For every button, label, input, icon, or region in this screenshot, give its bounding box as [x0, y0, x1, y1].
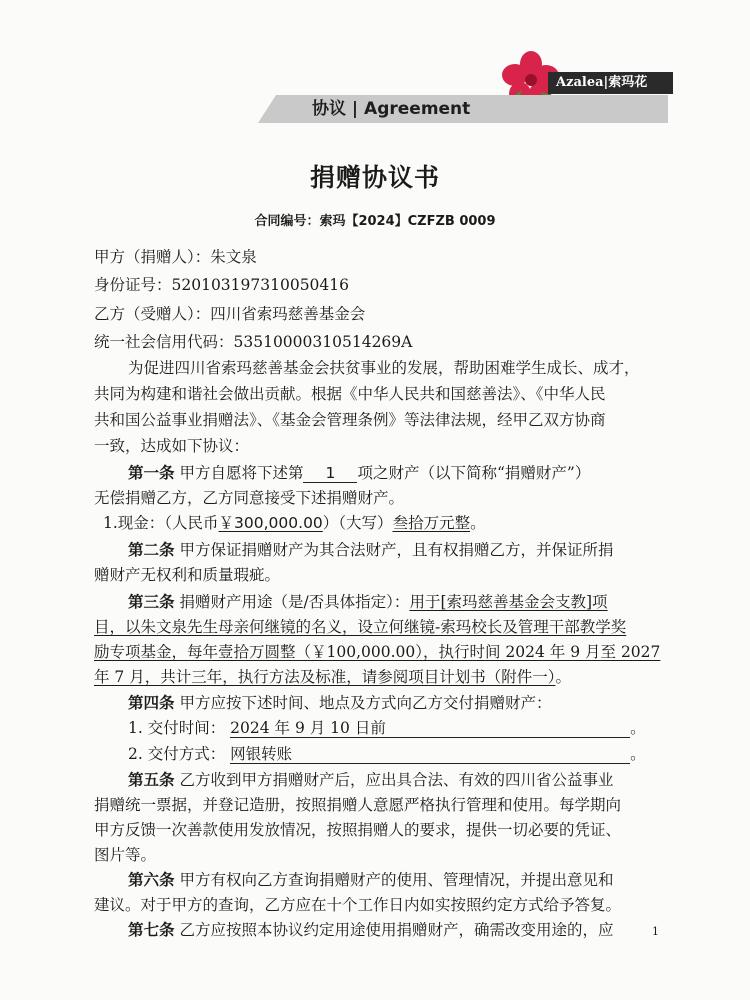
- party-a: 甲方（捐赠人）：朱文泉: [94, 248, 257, 266]
- delivery-method-label: 2. 交付方式：: [128, 745, 226, 763]
- intro-line: 共和国公益事业捐赠法》、《基金会管理条例》等法律法规，经甲乙双方协商: [94, 411, 606, 429]
- intro-line: 一致，达成如下协议：: [94, 437, 250, 455]
- cash-mid: ）（大写）: [322, 514, 393, 532]
- article-3-purpose: 用于[索玛慈善基金会支教]项: [409, 593, 608, 611]
- delivery-time-line: [128, 716, 708, 738]
- article-1-heading: 第一条: [128, 463, 175, 482]
- article-3-line3: 励专项基金，每年壹拾万圆整（￥100,000.00），执行时间 2024 年 9 月至 2027: [94, 643, 661, 661]
- article-5: [128, 768, 708, 790]
- article-7: [128, 918, 708, 940]
- cash-label: 1.现金：（人民币: [103, 514, 219, 532]
- delivery-time-value: 2024 年 9 月 10 日前: [230, 719, 630, 738]
- article-3: [128, 590, 708, 612]
- article-6-line1: 甲方有权向乙方查询捐赠财产的使用、管理情况，并提出意见和: [179, 871, 614, 889]
- cash-words: 叁拾万元整: [392, 514, 471, 532]
- article-7-heading: 第七条: [128, 920, 175, 939]
- cash-line: [103, 511, 683, 533]
- article-1-text-post: 项之财产（以下简称“捐赠财产”）: [357, 464, 591, 482]
- delivery-method-end: 。: [630, 745, 646, 763]
- article-2-line1: 甲方保证捐赠财产为其合法财产，且有权捐赠乙方，并保证所捐: [179, 541, 614, 559]
- article-5-line3: 甲方反馈一次善款使用发放情况，按照捐赠人的要求，提供一切必要的凭证、: [94, 821, 622, 839]
- article-5-line1: 乙方收到甲方捐赠财产后，应出具合法、有效的四川省公益事业: [179, 771, 614, 789]
- agreement-label: 协议 | Agreement: [312, 99, 471, 119]
- article-1-count: 1: [303, 464, 357, 483]
- party-b: 乙方（受赠人）：四川省索玛慈善基金会: [94, 305, 366, 323]
- page-number: 1: [652, 925, 659, 938]
- logo-brand-text: Azalea|索玛花: [548, 72, 673, 94]
- cash-end: 。: [470, 514, 486, 532]
- article-1-line2: 无偿捐赠乙方，乙方同意接受下述捐赠财产。: [94, 489, 405, 507]
- article-7-line1: 乙方应按照本协议约定用途使用捐赠财产，确需改变用途的，应: [179, 921, 614, 939]
- delivery-method-value: 网银转账: [230, 745, 630, 764]
- article-1-text: 甲方自愿将下述第: [179, 464, 304, 482]
- article-3-line4: [94, 665, 674, 687]
- article-3-line4-text: 年 7 月，共计三年，执行方法及标准，请参阅项目计划书（附件一）: [94, 668, 556, 686]
- id-number: 身份证号：520103197310050416: [94, 276, 350, 294]
- delivery-time-label: 1. 交付时间：: [128, 719, 226, 737]
- article-4-heading: 第四条: [128, 693, 175, 712]
- delivery-time-end: 。: [630, 719, 646, 737]
- article-4: [128, 691, 708, 713]
- intro-line: 为促进四川省索玛慈善基金会扶贫事业的发展，帮助困难学生成长、成才，: [128, 359, 640, 377]
- cash-amount: ￥300,000.00: [218, 514, 323, 532]
- article-3-line1: 捐赠财产用途（是/否具体指定）：: [179, 593, 410, 611]
- credit-code: 统一社会信用代码：53510000310514269A: [94, 333, 413, 351]
- article-6-line2: 建议。对于甲方的查询，乙方应在十个工作日内如实按照约定方式给予答复。: [94, 896, 622, 914]
- article-2-heading: 第二条: [128, 540, 175, 559]
- article-6: [128, 868, 708, 890]
- article-3-line2: 目，以朱文泉先生母亲何继镜的名义，设立何继镜-索玛校长及管理干部教学奖: [94, 618, 627, 636]
- document-title: 捐赠协议书: [309, 163, 440, 192]
- article-3-line4-end: 。: [555, 668, 571, 686]
- article-5-line2: 捐赠统一票据，并登记造册，按照捐赠人意愿严格执行管理和使用。每学期向: [94, 796, 622, 814]
- article-6-heading: 第六条: [128, 870, 175, 889]
- article-2: [128, 538, 708, 560]
- delivery-method-line: [128, 742, 708, 764]
- article-3-heading: 第三条: [128, 592, 175, 611]
- article-1: [128, 461, 708, 483]
- article-5-heading: 第五条: [128, 770, 175, 789]
- contract-number: 合同编号：索玛【2024】CZFZB 0009: [254, 214, 496, 229]
- intro-line: 共同为构建和谐社会做出贡献。根据《中华人民共和国慈善法》、《中华人民: [94, 385, 606, 403]
- article-5-line4: 图片等。: [94, 846, 157, 864]
- article-4-line1: 甲方应按下述时间、地点及方式向乙方交付捐赠财产：: [179, 694, 552, 712]
- article-2-line2: 赠财产无权利和质量瑕疵。: [94, 566, 281, 584]
